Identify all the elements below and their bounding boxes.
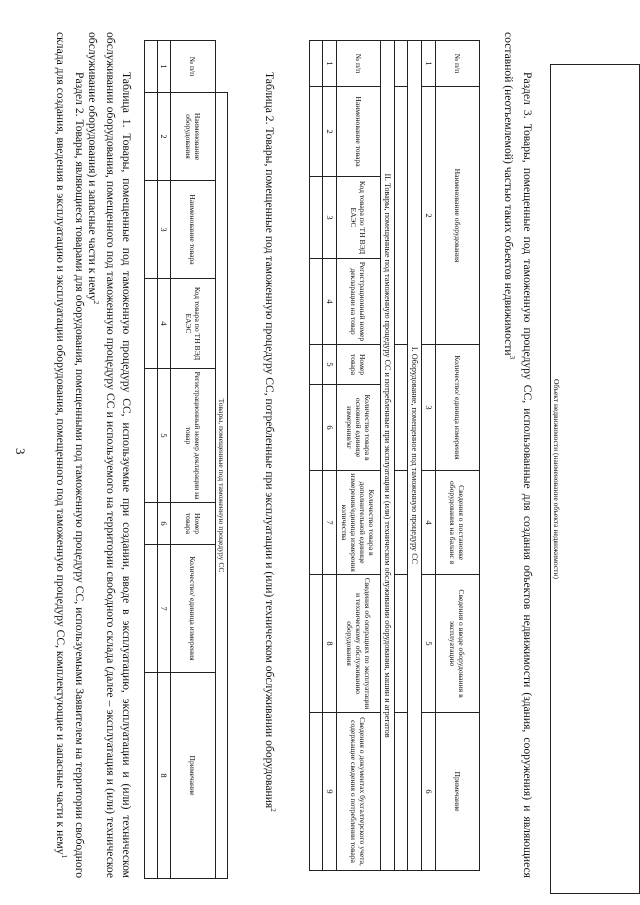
table-cell xyxy=(145,503,158,545)
table-cell xyxy=(395,471,408,575)
table-1 xyxy=(144,40,228,879)
table-cell xyxy=(145,279,158,369)
column-header: Количество товара в основной единице измерения/кг xyxy=(337,385,381,471)
table-cell xyxy=(310,471,323,575)
column-number: 5 xyxy=(323,345,337,385)
table-2 xyxy=(309,40,480,871)
table-cell xyxy=(310,87,323,177)
column-header: Примечание xyxy=(171,673,216,879)
section-3-heading: Раздел 3. Товары, помещенные под таможенную процедуру СС, использованные для создания объектов недвижимости (здания, сооружения) и являющиеся составной (неотъемлемой) частью таких объектов недвижимости$^3$ xyxy=(502,32,534,878)
table-1-group-header: Товары, помещенные под таможенную процедуру СС xyxy=(216,93,228,879)
table-cell xyxy=(145,93,158,181)
column-number: 6 xyxy=(323,385,337,471)
column-header: Номер товара xyxy=(171,503,216,545)
column-header: Наименование товара xyxy=(171,181,216,279)
table-cell xyxy=(395,87,408,345)
column-header: Примечание xyxy=(436,713,480,871)
column-header: Номер товара xyxy=(337,345,381,385)
column-number: 6 xyxy=(422,713,436,871)
column-number: 5 xyxy=(158,369,171,503)
table-cell xyxy=(145,181,158,279)
table-cell xyxy=(310,385,323,471)
table-cell xyxy=(395,575,408,713)
column-header: Наименование товара xyxy=(337,87,381,177)
table-1-caption: Таблица 1. Товары, помещенные под таможенную процедуру СС, используемые при создании, вводе в эксплуатацию, эксплуатации и (или) техническом обслуживании оборудования, помещенного под таможенную процедуру СС и используемого на территории свободного склада (далее – эксплуатация и (или) техническое обслуживание оборудования) и запасные части к нему$^2$ xyxy=(85,32,133,878)
table-cell xyxy=(310,177,323,259)
table-cell xyxy=(310,575,323,713)
column-header: Сведения о вводе оборудования в эксплуатацию xyxy=(436,575,480,713)
footnote-ref: 1 xyxy=(60,854,69,859)
column-header: № п/п xyxy=(171,41,216,93)
column-header: Сведения о документах бухгалтерского учета, содержащие сведения о потреблении товара xyxy=(337,713,381,871)
column-header: Количество/ единица измерения xyxy=(171,545,216,673)
column-number: 6 xyxy=(158,503,171,545)
column-number: 8 xyxy=(323,575,337,713)
column-number: 3 xyxy=(422,345,436,471)
column-number: 8 xyxy=(158,673,171,879)
column-header: Код товара по ТН ВЭД ЕАЭС xyxy=(171,279,216,369)
column-number: 1 xyxy=(158,41,171,93)
table-cell xyxy=(310,259,323,345)
table-cell xyxy=(145,545,158,673)
column-header: Количество/ единица измерения xyxy=(436,345,480,471)
column-header: Наименование оборудования xyxy=(171,93,216,181)
table-cell xyxy=(310,713,323,871)
column-header: Наименование оборудования xyxy=(436,87,480,345)
column-number: 1 xyxy=(323,41,337,87)
table-cell xyxy=(145,673,158,879)
column-number: 4 xyxy=(323,259,337,345)
real-estate-object-label: Объект недвижимости (наименование объекта недвижимости) xyxy=(552,379,561,579)
column-header: № п/п xyxy=(436,41,480,87)
column-header: Сведения об операциях по эксплуатации и техническому обслуживанию оборудования xyxy=(337,575,381,713)
table-2-section-2: II. Товары, помещенные под таможенную процедуру СС и потребленные при эксплуатации и (или) техническом обслуживании оборудования, машин и агрегатов xyxy=(381,41,395,871)
column-number: 1 xyxy=(422,41,436,87)
column-header: Количество товара в дополнительной единице измерения/единица измерения количества xyxy=(337,471,381,575)
column-header: Сведения о постановке оборудования на баланс я xyxy=(436,471,480,575)
page-number: 3 xyxy=(13,448,28,455)
column-number: 3 xyxy=(323,177,337,259)
footnote-ref: 2 xyxy=(269,808,277,812)
table-cell xyxy=(395,345,408,471)
column-number: 3 xyxy=(158,181,171,279)
table-2-section-1: I. Оборудование, помещенное под таможенную процедуру СС xyxy=(408,41,422,871)
column-number: 5 xyxy=(422,575,436,713)
column-header: Регистрационный номер декларации на товар xyxy=(337,259,381,345)
table-cell xyxy=(145,369,158,503)
column-number: 4 xyxy=(422,471,436,575)
column-header: № п/п xyxy=(337,41,381,87)
column-number: 9 xyxy=(323,713,337,871)
column-number: 2 xyxy=(422,87,436,345)
column-number: 2 xyxy=(158,93,171,181)
column-header: Регистрационный номер декларации на товар xyxy=(171,369,216,503)
column-number: 2 xyxy=(323,87,337,177)
column-header: Код товара по ТН ВЭД ЕАЭС xyxy=(337,177,381,259)
table-cell xyxy=(145,41,158,93)
table-cell xyxy=(310,41,323,87)
table-cell xyxy=(310,345,323,385)
footnote-ref: 3 xyxy=(508,355,517,360)
column-number: 4 xyxy=(158,279,171,369)
section-2-heading: Раздел 2. Товары, являющиеся товарами для оборудования, помещенными под таможенную процедуру СС, используемыми Заявителем на территории свободного склада для создания, введения в эксплуатацию и эксплуатации оборудования, помещенного под таможенную процедуру СС, комплектующие и запасные части к нему$^1$ xyxy=(54,32,86,878)
column-number: 7 xyxy=(158,545,171,673)
real-estate-object-box xyxy=(550,64,640,894)
column-number: 7 xyxy=(323,471,337,575)
table-cell xyxy=(395,713,408,871)
table-cell xyxy=(395,41,408,87)
footnote-ref: 2 xyxy=(91,300,100,305)
table-2-caption: Таблица 2. Товары, помещенные под таможенную процедуру СС, потребленные при эксплуатации и (или) техническом обслуживании оборудования$^2$ xyxy=(263,72,277,812)
